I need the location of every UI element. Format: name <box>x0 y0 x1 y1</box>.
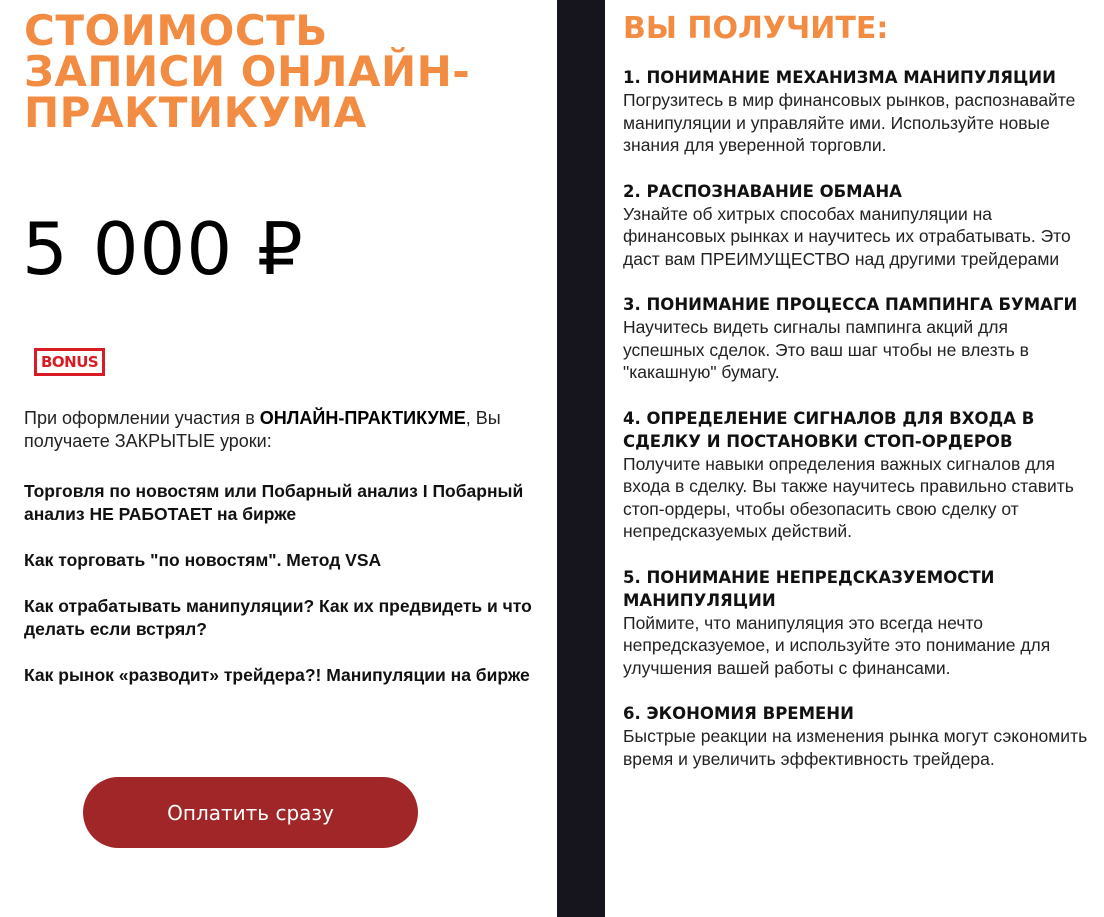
pricing-title: СТОИМОСТЬ ЗАПИСИ ОНЛАЙН-ПРАКТИКУМА <box>24 6 471 137</box>
benefit-text: Получите навыки определения важных сигналов для входа в сделку. Вы также научитесь правильно ставить стоп-ордеры, чтобы обезопасить свою сделку от непредсказуемых действий. <box>623 453 1074 541</box>
pay-now-button[interactable]: Оплатить сразу <box>83 777 418 848</box>
section-divider <box>557 0 605 917</box>
benefit-heading: 2. РАСПОЗНАВАНИЕ ОБМАНА <box>623 181 902 201</box>
lesson-item: Как торговать "по новостям". Метод VSA <box>24 550 382 570</box>
benefit-text: Погрузитесь в мир финансовых рынков, распознавайте манипуляции и управляйте ими. Используйте новые знания для уверенной торговли. <box>623 90 1076 155</box>
lesson-item: Как отрабатывать манипуляции? Как их предвидеть и что делать если встрял? <box>24 596 532 639</box>
lessons-list <box>24 480 534 710</box>
price: 5 000 ₽ <box>22 207 304 291</box>
lesson-item: Торговля по новостям или Побарный анализ I Побарный анализ НЕ РАБОТАЕТ на бирже <box>24 481 524 524</box>
benefit-text: Быстрые реакции на изменения рынка могут сэкономить время и увеличить эффективность трейдера. <box>623 726 1088 769</box>
benefit-item <box>623 293 1093 384</box>
benefit-text: Научитесь видеть сигналы пампинга акций для успешных сделок. Это ваш шаг чтобы не влезть в "какашную" бумагу. <box>623 317 1029 382</box>
benefit-item <box>623 180 1093 271</box>
benefit-heading: 3. ПОНИМАНИЕ ПРОЦЕССА ПАМПИНГА БУМАГИ <box>623 295 1078 314</box>
lesson-item: Как рынок «разводит» трейдера?! Манипуляции на бирже <box>24 665 530 685</box>
benefits-list <box>623 66 1093 793</box>
benefit-text: Поймите, что манипуляция это всегда нечто непредсказуемое, и используйте это понимание для улучшения вашей работы с финансами. <box>623 612 1051 678</box>
intro-part1: При оформлении участия в <box>24 408 260 428</box>
intro-text <box>24 407 544 453</box>
benefit-heading: 1. ПОНИМАНИЕ МЕХАНИЗМА МАНИПУЛЯЦИИ <box>623 68 1056 87</box>
intro-bold: ОНЛАЙН-ПРАКТИКУМЕ <box>259 408 466 428</box>
benefit-item <box>623 702 1093 770</box>
benefit-heading: 5. ПОНИМАНИЕ НЕПРЕДСКАЗУЕМОСТИ МАНИПУЛЯЦИИ <box>623 567 995 610</box>
benefits-title: ВЫ ПОЛУЧИТЕ: <box>623 11 889 46</box>
intro-part2: , Вы получаете ЗАКРЫТЫЕ уроки: <box>24 408 501 451</box>
benefit-item <box>623 566 1093 680</box>
bonus-badge: BONUS <box>34 348 105 376</box>
benefit-heading: 6. ЭКОНОМИЯ ВРЕМЕНИ <box>623 704 854 723</box>
benefit-text: Узнайте об хитрых способах манипуляции на финансовых рынках и научитесь их отрабатывать. Это даст вам ПРЕИМУЩЕСТВО над другими трейдерами <box>623 203 1071 269</box>
benefit-heading: 4. ОПРЕДЕЛЕНИЕ СИГНАЛОВ ДЛЯ ВХОДА В СДЕЛКУ И ПОСТАНОВКИ СТОП-ОРДЕРОВ <box>623 408 1035 451</box>
benefit-item <box>623 407 1093 543</box>
benefit-item <box>623 66 1093 157</box>
